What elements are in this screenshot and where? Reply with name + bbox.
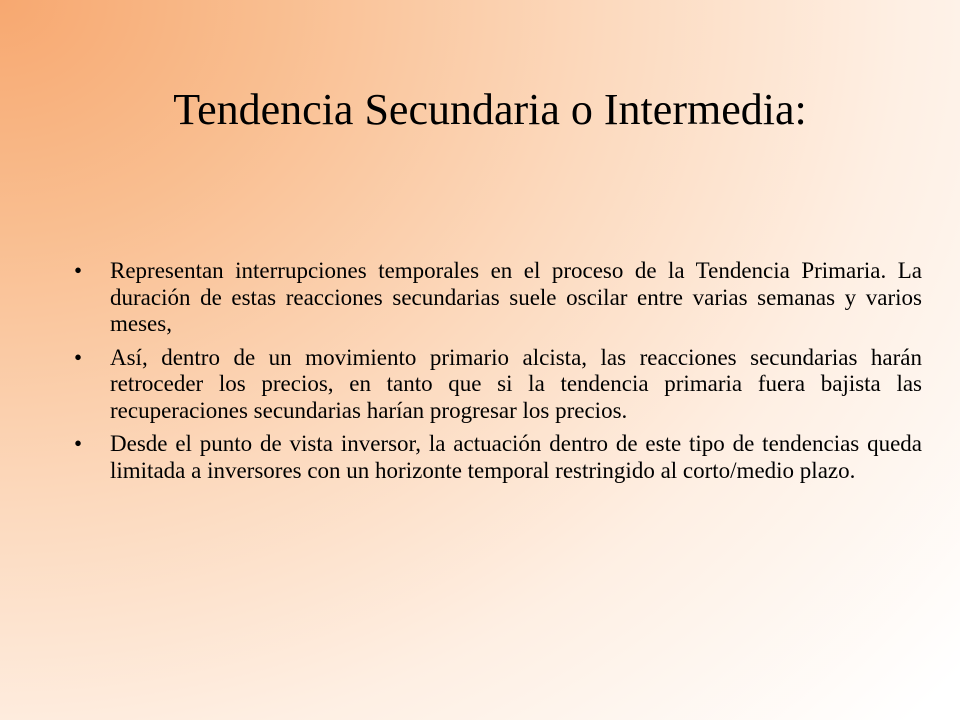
bullet-dot-icon: • [74,344,83,370]
bullet-text: Así, dentro de un movimiento primario alcista, las reacciones secundarias harán retroceder los precios, en tanto que si la tendencia primaria fuera bajista las recuperaciones secundarias harían progresar los precios. [110,344,922,423]
bullet-list [74,258,922,491]
slide-title: Tendencia Secundaria o Intermedia: [173,85,807,134]
bullet-item [74,431,922,484]
bullet-text: Desde el punto de vista inversor, la actuación dentro de este tipo de tendencias queda limitada a inversores con un horizonte temporal restringido al corto/medio plazo. [110,431,922,483]
bullet-item [74,258,922,338]
bullet-text: Representan interrupciones temporales en el proceso de la Tendencia Primaria. La duración de estas reacciones secundarias suele oscilar entre varias semanas y varios meses, [110,258,922,336]
bullet-dot-icon: • [74,258,83,283]
bullet-dot-icon: • [74,431,83,456]
bullet-item [74,345,922,425]
